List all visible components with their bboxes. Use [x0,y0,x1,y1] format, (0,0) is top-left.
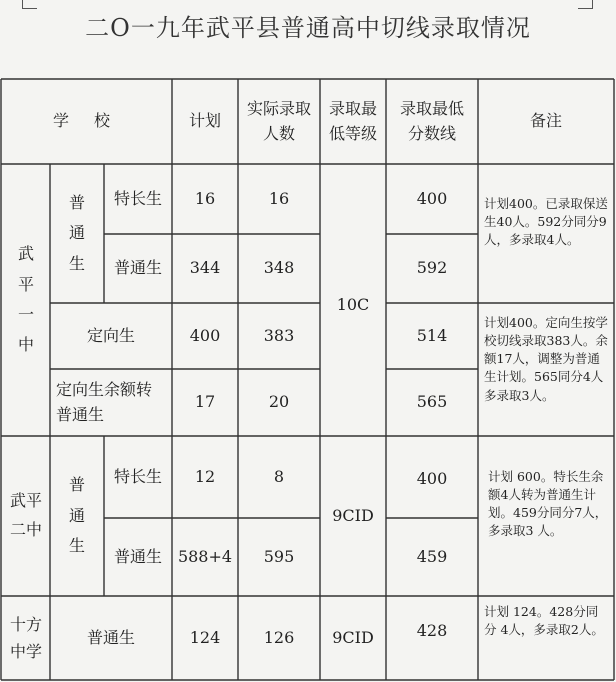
cell-no2-regular-plan: 588+4 [177,546,233,566]
cell-shifang-actual: 126 [263,627,295,647]
cell-no1-regular-plan: 344 [189,258,221,278]
cell-no1-min-grade: 10C [336,295,370,314]
page-title: 二O一九年武平县普通高中切线录取情况 [85,14,531,42]
school-wuping-no2: 武平二中 [9,491,42,539]
cell-no2-special-actual: 8 [273,466,285,486]
cell-shifang-min-grade: 9CID [332,627,374,647]
remark-shifang: 计划 124。428分同分 4人，多录取2人。 [484,604,604,638]
category-regular-no1: 普通生 [68,192,85,273]
cell-no1-regular-actual: 348 [263,258,295,278]
cell-no1-special-actual: 16 [268,188,290,208]
cell-no1-directed-actual: 383 [263,325,295,345]
subcategory-special-no1: 特长生 [113,188,162,208]
cell-no2-special-score: 400 [416,469,448,488]
school-shifang: 十方中学 [9,614,42,661]
cell-no1-transfer-actual: 20 [268,392,290,412]
header-actual: 实际录取人数 [246,98,311,143]
cell-no2-special-plan: 12 [194,466,216,486]
cell-no2-min-grade: 9CID [332,505,374,525]
subcategory-special-no2: 特长生 [113,466,162,486]
cell-no1-regular-score: 592 [416,258,448,278]
remark-no2: 计划 600。特长生余额4人转为普通生计划。459分同分7人，多录取3 人。 [488,469,608,539]
cell-shifang-plan: 124 [189,627,221,647]
remark-no1-bottom: 计划400。定向生按学校切线录取383人。余额17人，调整为普通生计划。565同分4人多录取3人。 [484,315,608,403]
cell-no1-special-score: 400 [416,188,448,208]
school-wuping-no1: 武平一中 [17,244,34,355]
category-regular-no2: 普通生 [68,475,85,556]
cell-no2-regular-score: 459 [416,546,448,566]
cell-no1-directed-plan: 400 [189,325,221,345]
header-remark: 备注 [529,111,562,131]
cell-no1-transfer-score: 565 [416,392,448,412]
header-min-grade: 录取最低等级 [328,98,377,143]
cell-no2-regular-actual: 595 [263,546,295,566]
subcategory-regular-no1: 普通生 [113,258,162,278]
category-directed-no1: 定向生 [86,325,135,345]
cell-shifang-score: 428 [416,621,448,640]
subcategory-regular-no2: 普通生 [113,546,162,566]
category-transfer-no1: 定向生余额转普通生 [56,379,153,424]
cell-no1-transfer-plan: 17 [194,392,216,412]
header-min-score: 录取最低分数线 [399,98,464,143]
cell-no1-directed-score: 514 [416,325,448,345]
header-plan: 计划 [188,111,221,131]
category-regular-shifang: 普通生 [86,627,135,647]
cell-no1-special-plan: 16 [194,188,216,208]
remark-no1-top: 计划400。已录取保送生40人。592分同分9人，多录取4人。 [484,196,608,248]
header-school: 学 校 [52,111,121,131]
